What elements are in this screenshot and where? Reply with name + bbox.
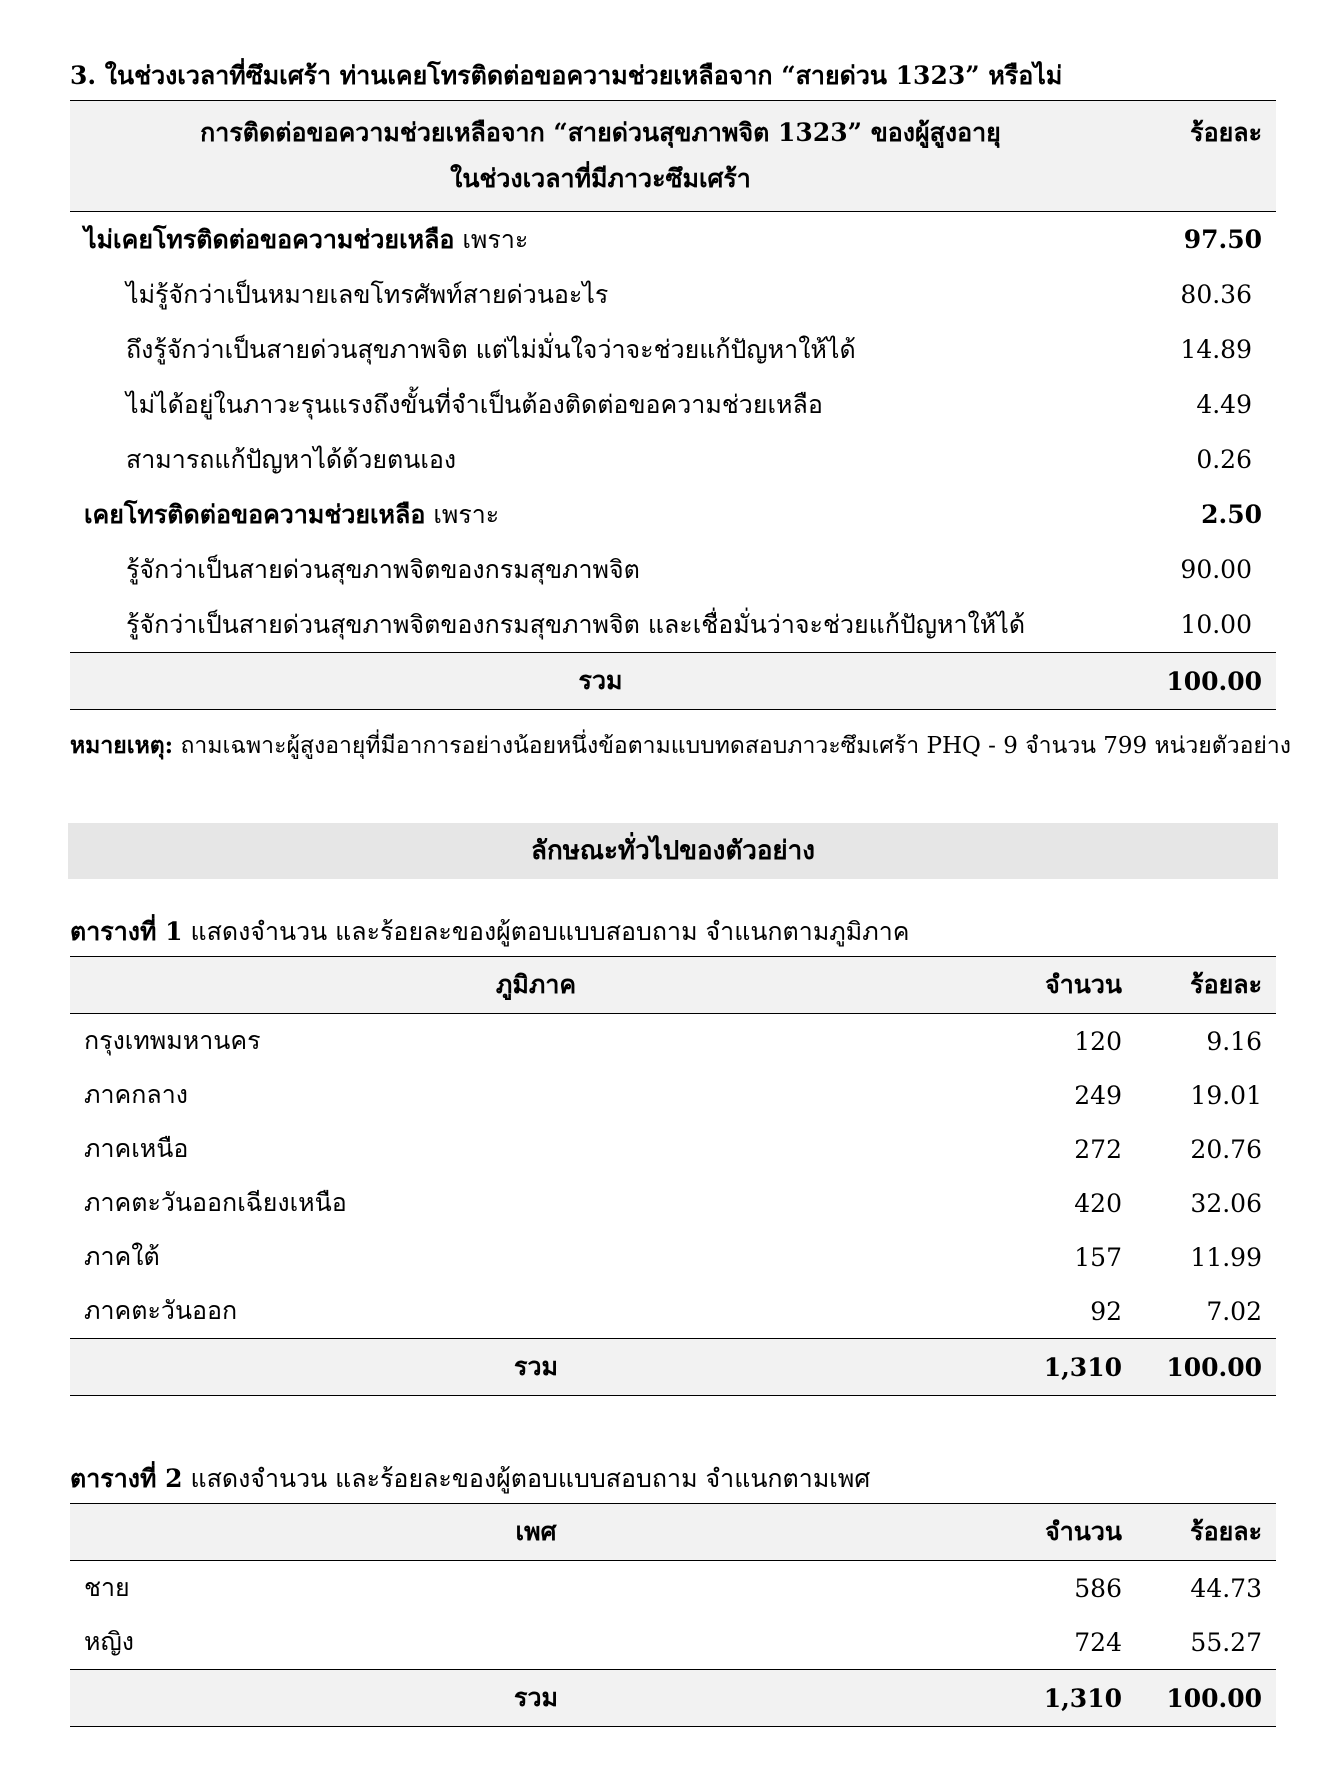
group-value: 97.50 [1183, 225, 1262, 254]
total-value: 100.00 [1131, 653, 1276, 710]
region-percent: 11.99 [1190, 1242, 1262, 1272]
total-percent: 100.00 [1122, 1670, 1276, 1727]
reason-label: ถึงรู้จักว่าเป็นสายด่วนสุขภาพจิต แต่ไม่มั่นใจว่าจะช่วยแก้ปัญหาให้ได้ [126, 334, 856, 364]
region-percent: 19.01 [1190, 1080, 1262, 1110]
table-row [70, 322, 1276, 377]
reason-value: 80.36 [1180, 280, 1252, 309]
reason-label: ไม่รู้จักว่าเป็นหมายเลขโทรศัพท์สายด่วนอะไร [126, 279, 609, 309]
reason-label: รู้จักว่าเป็นสายด่วนสุขภาพจิตของกรมสุขภาพจิต และเชื่อมั่นว่าจะช่วยแก้ปัญหาให้ได้ [126, 609, 1026, 639]
table2-caption-number: ตารางที่ 2 [70, 1464, 183, 1493]
table-row [70, 1176, 1276, 1230]
total-label: รวม [70, 1670, 1002, 1727]
table-row [70, 1068, 1276, 1122]
gender-percent: 55.27 [1190, 1627, 1262, 1657]
reason-value: 0.26 [1196, 445, 1252, 474]
table-row [70, 542, 1276, 597]
reason-label: สามารถแก้ปัญหาได้ด้วยตนเอง [126, 444, 457, 474]
group-label: เคยโทรติดต่อขอความช่วยเหลือ [84, 499, 426, 529]
table-header [70, 101, 1131, 212]
region-count: 249 [1074, 1080, 1122, 1110]
table1-caption-number: ตารางที่ 1 [70, 917, 183, 946]
region-percent: 9.16 [1206, 1026, 1262, 1056]
total-count: 1,310 [1002, 1670, 1122, 1727]
table-row [70, 432, 1276, 487]
total-row [70, 1339, 1276, 1396]
footnote-label: หมายเหตุ: [70, 732, 174, 759]
header-line-2: ในช่วงเวลาที่มีภาวะซึมเศร้า [450, 164, 751, 193]
region-name: ภาคใต้ [84, 1242, 160, 1271]
table-row [70, 1230, 1276, 1284]
region-count: 157 [1074, 1242, 1122, 1272]
gender-name: ชาย [84, 1573, 130, 1602]
group-row [70, 487, 1276, 542]
region-count: 120 [1074, 1026, 1122, 1056]
gender-name: หญิง [84, 1627, 134, 1656]
table2-caption-text: แสดงจำนวน และร้อยละของผู้ตอบแบบสอบถาม จำแนกตามเพศ [182, 1464, 871, 1493]
reason-value: 14.89 [1180, 335, 1252, 364]
col-header-count: จำนวน [1002, 957, 1122, 1014]
group-value: 2.50 [1201, 500, 1262, 529]
col-header-gender: เพศ [70, 1504, 1002, 1561]
footnote [70, 728, 1291, 764]
group-label-suffix: เพราะ [425, 499, 500, 529]
region-name: ภาคตะวันออกเฉียงเหนือ [84, 1188, 347, 1217]
table-row [70, 597, 1276, 653]
table2-caption [70, 1459, 870, 1499]
region-name: กรุงเทพมหานคร [84, 1026, 261, 1055]
table-row [70, 1561, 1276, 1616]
table-row [70, 377, 1276, 432]
gender-percent: 44.73 [1190, 1573, 1262, 1603]
region-percent: 7.02 [1206, 1296, 1262, 1326]
table-row [70, 267, 1276, 322]
region-name: ภาคเหนือ [84, 1134, 189, 1163]
table1-caption [70, 912, 910, 952]
reason-label: ไม่ได้อยู่ในภาวะรุนแรงถึงขั้นที่จำเป็นต้องติดต่อขอความช่วยเหลือ [126, 389, 823, 419]
section-band: ลักษณะทั่วไปของตัวอย่าง [68, 823, 1278, 879]
col-header-percent: ร้อยละ [1122, 957, 1276, 1014]
total-label: รวม [70, 1339, 1002, 1396]
total-row [70, 653, 1276, 710]
header-line-1: การติดต่อขอความช่วยเหลือจาก “สายด่วนสุขภาพจิต 1323” ของผู้สูงอายุ [200, 118, 1001, 147]
reason-label: รู้จักว่าเป็นสายด่วนสุขภาพจิตของกรมสุขภาพจิต [126, 554, 640, 584]
hotline-contact-table [70, 100, 1276, 710]
gender-count: 586 [1074, 1573, 1122, 1603]
table-row [70, 1014, 1276, 1069]
total-percent: 100.00 [1122, 1339, 1276, 1396]
table-row [70, 1284, 1276, 1339]
total-row [70, 1670, 1276, 1727]
table-row [70, 1615, 1276, 1670]
region-percent: 20.76 [1190, 1134, 1262, 1164]
region-count: 420 [1074, 1188, 1122, 1218]
region-count: 92 [1090, 1296, 1122, 1326]
table-row [70, 1122, 1276, 1176]
region-name: ภาคตะวันออก [84, 1296, 238, 1325]
group-row [70, 212, 1276, 268]
table1-caption-text: แสดงจำนวน และร้อยละของผู้ตอบแบบสอบถาม จำแนกตามภูมิภาค [182, 917, 910, 946]
region-table [70, 956, 1276, 1396]
gender-count: 724 [1074, 1627, 1122, 1657]
reason-value: 4.49 [1196, 390, 1252, 419]
reason-value: 90.00 [1180, 555, 1252, 584]
footnote-text: ถามเฉพาะผู้สูงอายุที่มีอาการอย่างน้อยหนึ่งข้อตามแบบทดสอบภาวะซึมเศร้า PHQ - 9 จำนวน 799 หน่วยตัวอย่าง [173, 733, 1292, 759]
col-header-percent: ร้อยละ [1122, 1504, 1276, 1561]
total-count: 1,310 [1002, 1339, 1122, 1396]
group-label: ไม่เคยโทรติดต่อขอความช่วยเหลือ [84, 224, 455, 254]
group-label-suffix: เพราะ [454, 224, 529, 254]
gender-table [70, 1503, 1276, 1727]
region-count: 272 [1074, 1134, 1122, 1164]
col-header-region: ภูมิภาค [70, 957, 1002, 1014]
question-title: 3. ในช่วงเวลาที่ซึมเศร้า ท่านเคยโทรติดต่อขอความช่วยเหลือจาก “สายด่วน 1323” หรือไม่ [70, 61, 1063, 90]
col-header-count: จำนวน [1002, 1504, 1122, 1561]
reason-value: 10.00 [1180, 610, 1252, 639]
total-label: รวม [70, 653, 1131, 710]
region-percent: 32.06 [1190, 1188, 1262, 1218]
header-percent: ร้อยละ [1131, 101, 1276, 212]
region-name: ภาคกลาง [84, 1080, 188, 1109]
